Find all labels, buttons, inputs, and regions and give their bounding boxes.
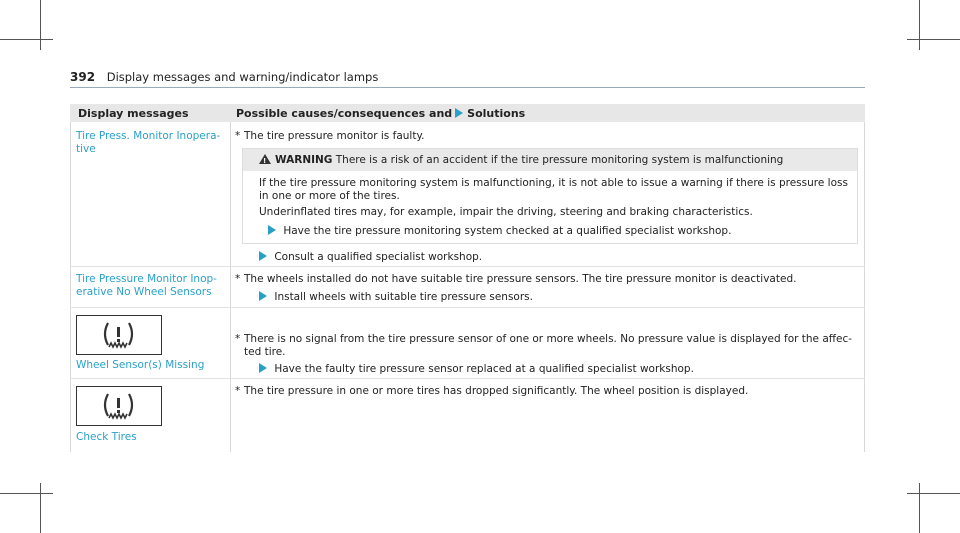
cause-text: The wheels installed do not have suitable tire pressure sensors. The tire pressure monitor is deactivated.: [244, 273, 797, 285]
message-tire-press-monitor-inoperative: Tire Press. Monitor Inopera- tive: [76, 130, 221, 155]
bullet: *: [235, 130, 241, 142]
arrow-icon: [268, 225, 276, 235]
warning-action: Have the tire pressure monitoring system checked at a qualified specialist workshop.: [265, 225, 731, 238]
row-divider: [70, 378, 865, 379]
table-border: [70, 122, 71, 452]
arrow-icon: [259, 251, 267, 261]
page-header: [70, 70, 378, 84]
tire-pressure-warning-icon: [76, 386, 162, 426]
warning-box: [242, 148, 858, 244]
column-divider: [230, 122, 231, 452]
warning-triangle-icon: [259, 154, 271, 164]
crop-mark: [919, 0, 920, 50]
crop-mark: [40, 483, 41, 533]
crop-mark: [40, 0, 41, 50]
bullet: *: [235, 385, 241, 397]
tire-pressure-warning-icon: [76, 315, 162, 355]
crop-mark: [919, 483, 920, 533]
cause-text: The tire pressure in one or more tires has dropped significantly. The wheel position is displayed.: [244, 385, 749, 397]
crop-mark: [907, 493, 960, 494]
arrow-icon: [259, 363, 267, 373]
header-divider: [70, 87, 865, 88]
arrow-icon: [259, 291, 267, 301]
cause-text: The tire pressure monitor is faulty.: [244, 130, 425, 142]
solution: Have the faulty tire pressure sensor replaced at a qualified specialist workshop.: [256, 363, 694, 376]
message-wheel-sensors-missing: Wheel Sensor(s) Missing: [76, 359, 205, 371]
warning-title: !WARNING There is a risk of an accident if the tire pressure monitoring system is malfunctioning: [259, 154, 783, 167]
page-number: 392: [70, 70, 96, 84]
crop-mark: [0, 493, 53, 494]
table-header: [70, 104, 865, 122]
page-title: Display messages and warning/indicator lamps: [106, 70, 379, 84]
row-divider: [70, 307, 865, 308]
crop-mark: [0, 39, 53, 40]
arrow-icon: [455, 108, 463, 118]
bullet: *: [235, 333, 241, 345]
column-header-causes: Possible causes/consequences and Solutions: [236, 107, 526, 120]
bullet: *: [235, 273, 241, 285]
crop-mark: [907, 39, 960, 40]
warning-body: Underinflated tires may, for example, impair the driving, steering and braking characteristics.: [259, 206, 753, 218]
message-check-tires: Check Tires: [76, 431, 137, 443]
row-divider: [70, 266, 865, 267]
table-border: [864, 122, 865, 452]
column-header-messages: Display messages: [78, 107, 189, 120]
warning-body: If the tire pressure monitoring system is malfunctioning, it is not able to issue a warning if there is pressure loss in one or more of the tires.: [259, 177, 848, 202]
solution: Consult a qualified specialist workshop.: [256, 251, 482, 264]
message-no-wheel-sensors: Tire Pressure Monitor Inop- erative No Wheel Sensors: [76, 273, 217, 298]
solution: Install wheels with suitable tire pressure sensors.: [256, 291, 533, 304]
cause-text: There is no signal from the tire pressure sensor of one or more wheels. No pressure value is displayed for the affec- ted tire.: [244, 333, 853, 358]
